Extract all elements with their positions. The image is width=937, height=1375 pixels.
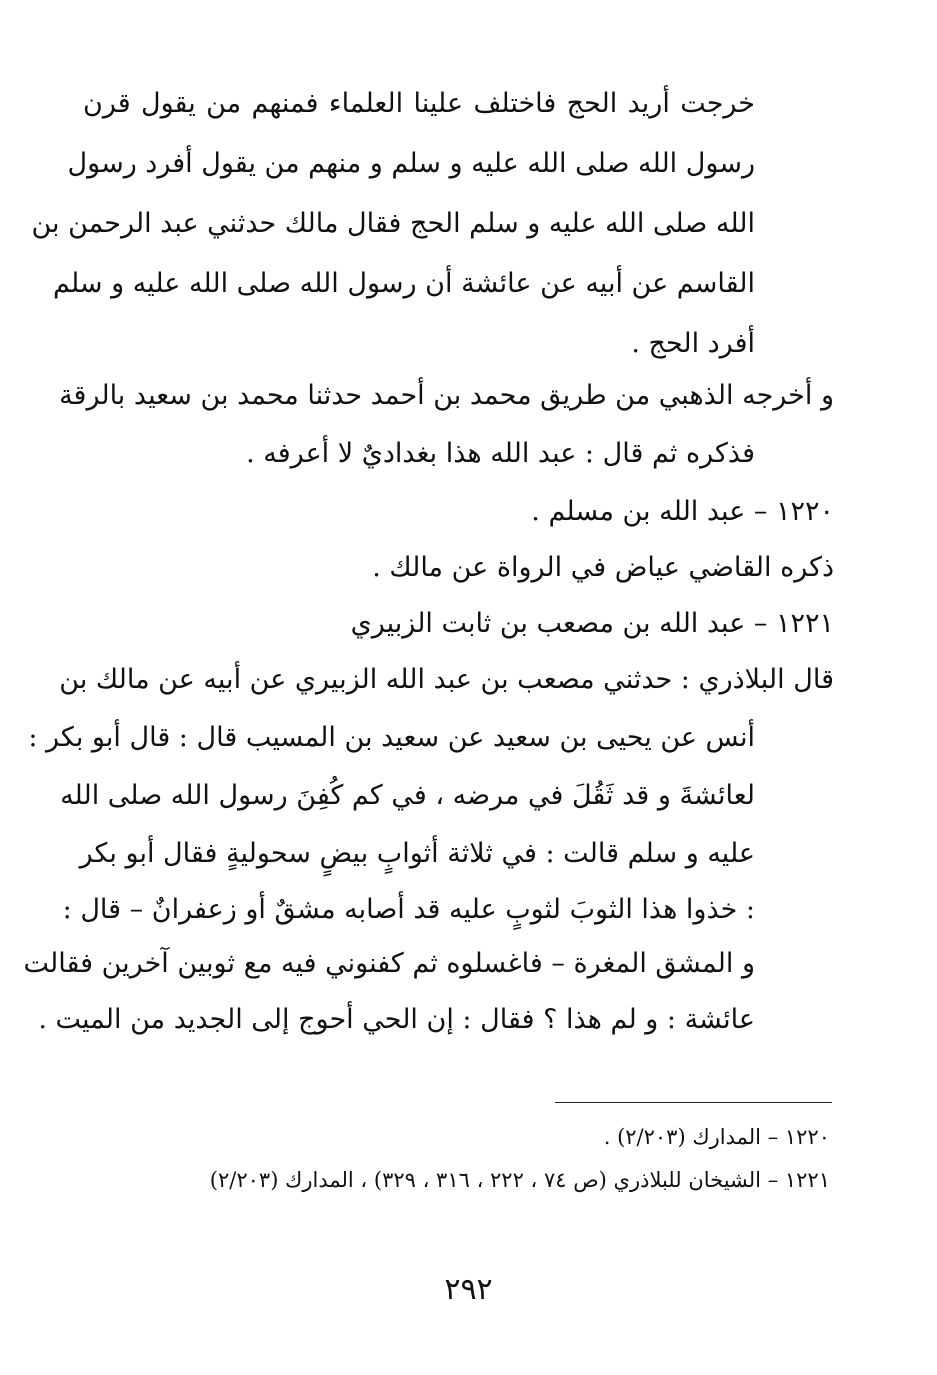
footnote-1220: ١٢٢٠ – المدارك (٢/٢٠٣) . bbox=[603, 1125, 830, 1149]
body-line-3: الله صلى الله عليه و سلم الحج فقال مالك حدثني عبد الرحمن بن bbox=[31, 208, 755, 239]
body-line-12: أنس عن يحيى بن سعيد عن سعيد بن المسيب قال : قال أبو بكر : bbox=[28, 722, 755, 753]
body-line-17: عائشة : و لم هذا ؟ فقال : إن الحي أحوج إلى الجديد من الميت . bbox=[38, 1004, 755, 1035]
entry-heading-1220: ١٢٢٠ – عبد الله بن مسلم . bbox=[531, 496, 834, 527]
body-line-5: أفرد الحج . bbox=[631, 328, 755, 359]
entry-heading-1221: ١٢٢١ – عبد الله بن مصعب بن ثابت الزبيري bbox=[350, 608, 834, 639]
body-line-1: خرجت أريد الحج فاختلف علينا العلماء فمنهم من يقول قرن bbox=[83, 88, 755, 119]
body-line-9: ذكره القاضي عياض في الرواة عن مالك . bbox=[372, 552, 834, 583]
page-number: ٢٩٢ bbox=[444, 1272, 493, 1307]
footnote-1221: ١٢٢١ – الشيخان للبلاذري (ص ٧٤ ، ٢٢٢ ، ٣١٦ ، ٣٢٩) ، المدارك (٢/٢٠٣) bbox=[209, 1168, 830, 1192]
body-line-16: و المشق المغرة – فاغسلوه ثم كفنوني فيه مع ثوبين آخرين فقالت bbox=[23, 948, 755, 979]
body-line-4: القاسم عن أبيه عن عائشة أن رسول الله صلى الله عليه و سلم bbox=[52, 268, 755, 299]
footnote-separator bbox=[555, 1102, 832, 1103]
body-line-14: عليه و سلم قالت : في ثلاثة أثوابٍ بيضٍ سحوليةٍ فقال أبو بكر bbox=[79, 838, 755, 869]
body-line-15: : خذوا هذا الثوبَ لثوبٍ عليه قد أصابه مشقٌ أو زعفرانٌ – قال : bbox=[62, 894, 755, 925]
body-line-13: لعائشةَ و قد ثَقُلَ في مرضه ، في كم كُفِنَ رسول الله صلى الله bbox=[60, 780, 755, 811]
body-line-6: و أخرجه الذهبي من طريق محمد بن أحمد حدثنا محمد بن سعيد بالرقة bbox=[59, 380, 834, 411]
body-line-7: فذكره ثم قال : عبد الله هذا بغداديٌ لا أعرفه . bbox=[246, 438, 755, 469]
body-line-2: رسول الله صلى الله عليه و سلم و منهم من يقول أفرد رسول bbox=[67, 148, 755, 179]
body-line-11: قال البلاذري : حدثني مصعب بن عبد الله الزبيري عن أبيه عن مالك بن bbox=[59, 664, 834, 695]
